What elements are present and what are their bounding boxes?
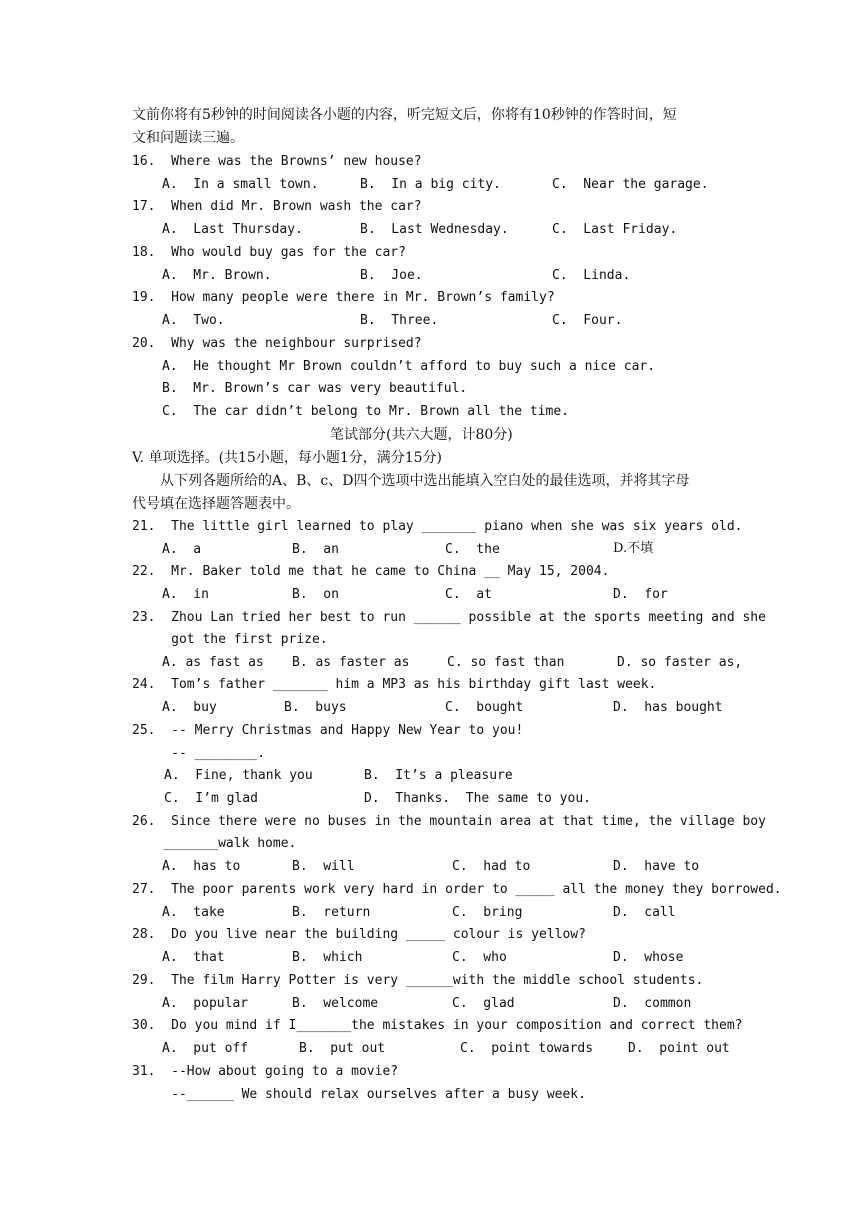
option-30-b: B. put out [299,1041,386,1056]
option-21-a: A. a [162,542,202,557]
option-27-b: B. return [292,905,371,920]
option-22-a: A. in [162,587,209,602]
option-30-d: D. point out [628,1041,730,1056]
question-20: 20. Why was the neighbour surprised? [132,336,422,351]
question-16: 16. Where was the Browns’ new house? [132,154,422,169]
option-22-c: C. at [445,587,492,602]
option-18-c: C. Linda. [552,268,631,283]
option-17-b: B. Last Wednesday. [360,222,509,237]
question-24: 24. Tom’s father _______ him a MP3 as his birthday gift last week. [132,677,657,692]
option-27-a: A. take [162,905,225,920]
option-21-b: B. an [292,542,339,557]
option-19-b: B. Three. [360,313,439,328]
question-31-reply: --______ We should relax ourselves after a busy week. [132,1087,586,1102]
intro-line-1: 文前你将有5秒钟的时间阅读各小题的内容，听完短文后，你将有10秒钟的作答时间，短 [132,107,677,123]
option-26-a: A. has to [162,859,241,874]
option-30-c: C. point towards [460,1041,594,1056]
option-25-d: D. Thanks. The same to you. [364,791,591,806]
option-25-b: B. It’s a pleasure [364,768,513,783]
question-22: 22. Mr. Baker told me that he came to China __ May 15, 2004. [132,564,610,579]
question-26-cont: _______walk home. [132,836,297,851]
option-19-c: C. Four. [552,313,623,328]
question-30: 30. Do you mind if I_______the mistakes in your composition and correct them? [132,1018,743,1033]
option-23-c: C. so fast than [447,655,565,670]
option-20-b: B. Mr. Brown’s car was very beautiful. [162,381,468,396]
option-28-d: D. whose [613,950,684,965]
option-23-b: B. as faster as [292,655,410,670]
option-26-c: C. had to [452,859,531,874]
option-29-c: C. glad [452,996,515,1011]
question-18: 18. Who would buy gas for the car? [132,245,406,260]
option-24-c: C. bought [445,700,524,715]
section-v-instruction-2: 代号填在选择题答题表中。 [132,496,300,512]
question-29: 29. The film Harry Potter is very ______with the middle school students. [132,973,704,988]
question-23: 23. Zhou Lan tried her best to run ______ possible at the sports meeting and she [132,610,766,625]
question-25-reply: -- ________. [132,746,266,761]
option-29-b: B. welcome [292,996,379,1011]
option-17-c: C. Last Friday. [552,222,678,237]
option-29-a: A. popular [162,996,249,1011]
option-21-d: D.不填 [613,541,654,556]
option-16-c: C. Near the garage. [552,177,709,192]
question-26: 26. Since there were no buses in the mountain area at that time, the village boy [132,814,766,829]
question-27: 27. The poor parents work very hard in order to _____ all the money they borrowed. [132,882,782,897]
question-19: 19. How many people were there in Mr. Brown’s family? [132,290,555,305]
question-28: 28. Do you live near the building _____ colour is yellow? [132,927,586,942]
option-18-a: A. Mr. Brown. [162,268,272,283]
option-28-a: A. that [162,950,225,965]
option-16-a: A. In a small town. [162,177,319,192]
option-18-b: B. Joe. [360,268,423,283]
option-22-b: B. on [292,587,339,602]
option-24-a: A. buy [162,700,217,715]
section-v-title: V. 单项选择。(共15小题，每小题1分，满分15分) [132,450,443,466]
option-24-d: D. has bought [613,700,723,715]
option-27-c: C. bring [452,905,523,920]
option-29-d: D. common [613,996,692,1011]
option-23-a: A. as fast as [162,655,264,670]
question-25: 25. -- Merry Christmas and Happy New Year to you! [132,723,524,738]
option-16-b: B. In a big city. [360,177,501,192]
question-21: 21. The little girl learned to play _______ piano when she was six years old. [132,519,743,534]
option-19-a: A. Two. [162,313,225,328]
option-24-b: B. buys [284,700,347,715]
option-20-a: A. He thought Mr Brown couldn’t afford to buy such a nice car. [162,359,656,374]
question-31: 31. --How about going to a movie? [132,1064,399,1079]
question-23-cont: got the first prize. [132,632,328,647]
option-22-d: D. for [613,587,668,602]
intro-line-2: 文和问题读三遍。 [132,130,244,146]
option-27-d: D. call [613,905,676,920]
option-23-d: D. so faster as, [617,655,743,670]
option-20-c: C. The car didn’t belong to Mr. Brown all the time. [162,404,569,419]
section-v-instruction-1: 从下列各题所给的A、B、c、D四个选项中选出能填入空白处的最佳选项，并将其字母 [160,473,690,489]
option-17-a: A. Last Thursday. [162,222,303,237]
written-heading: 笔试部分(共六大题，计80分) [330,427,513,443]
option-28-b: B. which [292,950,363,965]
option-26-b: B. will [292,859,355,874]
option-25-c: C. I’m glad [164,791,258,806]
option-25-a: A. Fine, thank you [164,768,313,783]
option-30-a: A. put off [162,1041,249,1056]
option-28-c: C. who [452,950,507,965]
option-26-d: D. have to [613,859,700,874]
option-21-c: C. the [445,542,500,557]
question-17: 17. When did Mr. Brown wash the car? [132,199,422,214]
